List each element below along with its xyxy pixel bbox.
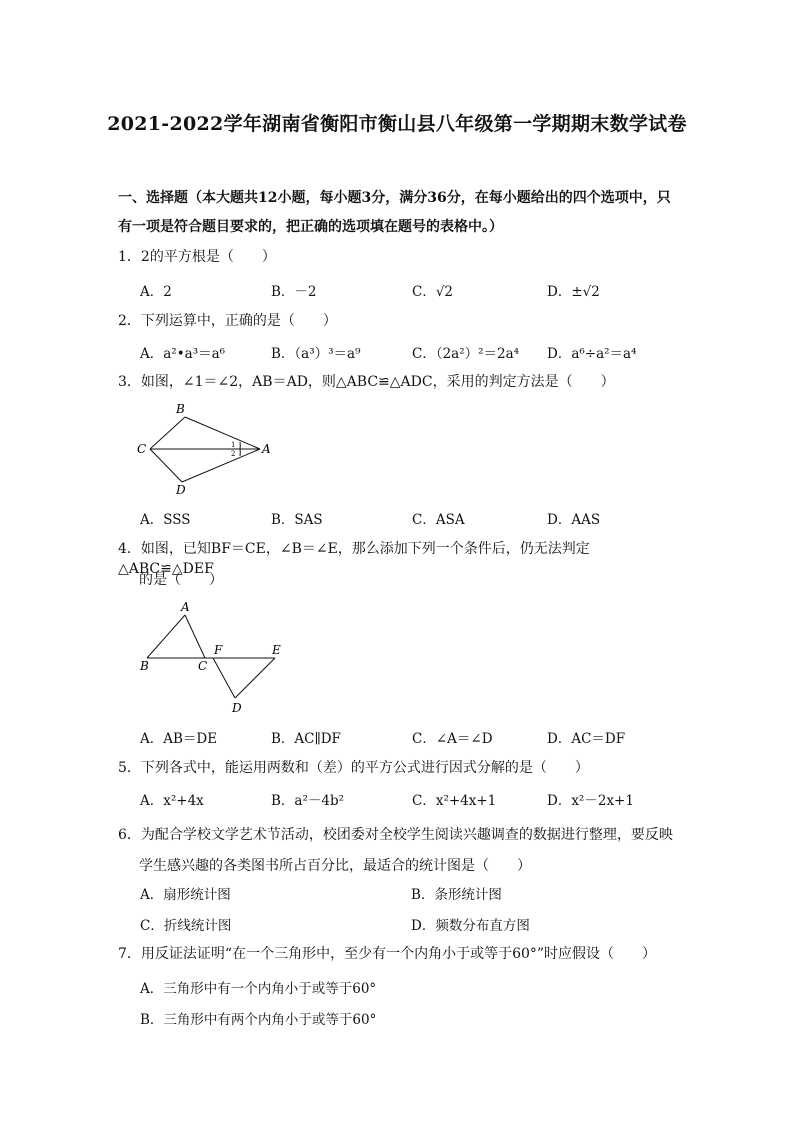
segment-fd: [213, 658, 235, 698]
segment-cb: [150, 417, 185, 449]
label-e: E: [272, 643, 281, 657]
label-f: F: [214, 643, 223, 657]
question-6-stem: [118, 820, 678, 882]
label-c: C: [137, 442, 147, 456]
question-3-stem: 3．如图，∠1＝∠2，AB＝AD，则△ABC≌△ADC，采用的判定方法是（ ）: [118, 374, 615, 390]
label-d: D: [232, 701, 242, 715]
label-angle-1: 1: [231, 441, 236, 449]
segment-cd: [150, 449, 182, 482]
option-d: D．频数分布直方图: [411, 918, 530, 934]
option-c: C．ASA: [412, 512, 465, 528]
option-b: B．（a³）³＝a⁹: [271, 346, 361, 362]
question-5-options: [140, 789, 680, 809]
question-2-stem: 2．下列运算中，正确的是（ ）: [118, 313, 337, 329]
label-a: A: [262, 442, 271, 456]
option-d: D．x²－2x+1: [547, 793, 634, 809]
question-1-stem: 1．2的平方根是（ ）: [118, 249, 276, 265]
question-1-options: [140, 280, 680, 300]
segment-ac: [185, 615, 205, 658]
option-d: D．a⁶÷a²＝a⁴: [547, 346, 637, 362]
option-a: A．三角形中有一个内角小于或等于60°: [140, 981, 377, 997]
option-b: B．AC∥DF: [271, 731, 341, 747]
question-6-text: 6．为配合学校文学艺术节活动，校团委对全校学生阅读兴趣调查的数据进行整理，要反映学生感兴趣的各类图书所占百分比，最适合的统计图是（ ）: [118, 827, 673, 874]
question-4-options: [140, 727, 680, 747]
option-a: A．2: [140, 284, 172, 300]
option-a: A．SSS: [140, 512, 191, 528]
option-b: B．SAS: [271, 512, 323, 528]
option-b: B．三角形中有两个内角小于或等于60°: [140, 1012, 377, 1028]
question-6-options-row1: [140, 883, 680, 903]
label-c: C: [198, 659, 208, 673]
segment-ba: [147, 615, 185, 658]
option-b: B．－2: [271, 284, 317, 300]
option-a: A．a²•a³＝a⁶: [140, 346, 226, 362]
label-b: B: [140, 659, 149, 673]
figure-quadrilateral-abcd: [130, 398, 280, 498]
option-c: C．折线统计图: [140, 918, 232, 934]
question-2-options: [140, 342, 680, 362]
label-d: D: [176, 483, 186, 497]
page-title: 2021-2022学年湖南省衡阳市衡山县八年级第一学期期末数学试卷: [107, 113, 687, 135]
question-5-stem: 5．下列各式中，能运用两数和（差）的平方公式进行因式分解的是（ ）: [118, 760, 589, 776]
question-3-options: [140, 508, 680, 528]
label-angle-2: 2: [231, 450, 236, 458]
option-d: D．AAS: [547, 512, 601, 528]
question-7-stem: 7．用反证法证明“在一个三角形中，至少有一个内角小于或等于60°”时应假设（ ）: [118, 946, 657, 962]
option-a: A．扇形统计图: [140, 887, 231, 903]
section-heading: 一、选择题（本大题共12小题，每小题3分，满分36分，在每小题给出的四个选项中，只有一项是符合题目要求的，把正确的选项填在题号的表格中。）: [118, 190, 671, 235]
segment-da: [182, 449, 260, 482]
figure-triangles-abc-def: [135, 598, 295, 718]
question-6-options-row2: [140, 914, 680, 934]
label-a: A: [181, 600, 190, 614]
option-c: C．∠A＝∠D: [412, 731, 493, 747]
option-b: B．条形统计图: [411, 887, 502, 903]
option-d: D．AC＝DF: [547, 731, 626, 747]
label-b: B: [176, 402, 185, 416]
option-c: C．（2a²）²＝2a⁴: [412, 346, 520, 362]
question-4-stem: 4．如图，已知BF＝CE，∠B＝∠E，那么添加下列一个条件后，仍无法判定△ABC≌△DEF: [118, 541, 590, 577]
option-b: B．a²－4b²: [271, 793, 345, 809]
question-4-stem-cont: 的是（ ）: [139, 572, 223, 588]
option-c: C．x²+4x+1: [412, 793, 497, 809]
option-c: C．√2: [412, 284, 454, 300]
segment-ba: [185, 417, 260, 449]
segment-de: [235, 658, 275, 698]
option-d: D．±√2: [547, 284, 600, 300]
option-a: A．AB＝DE: [140, 731, 218, 747]
option-a: A．x²+4x: [140, 793, 204, 809]
